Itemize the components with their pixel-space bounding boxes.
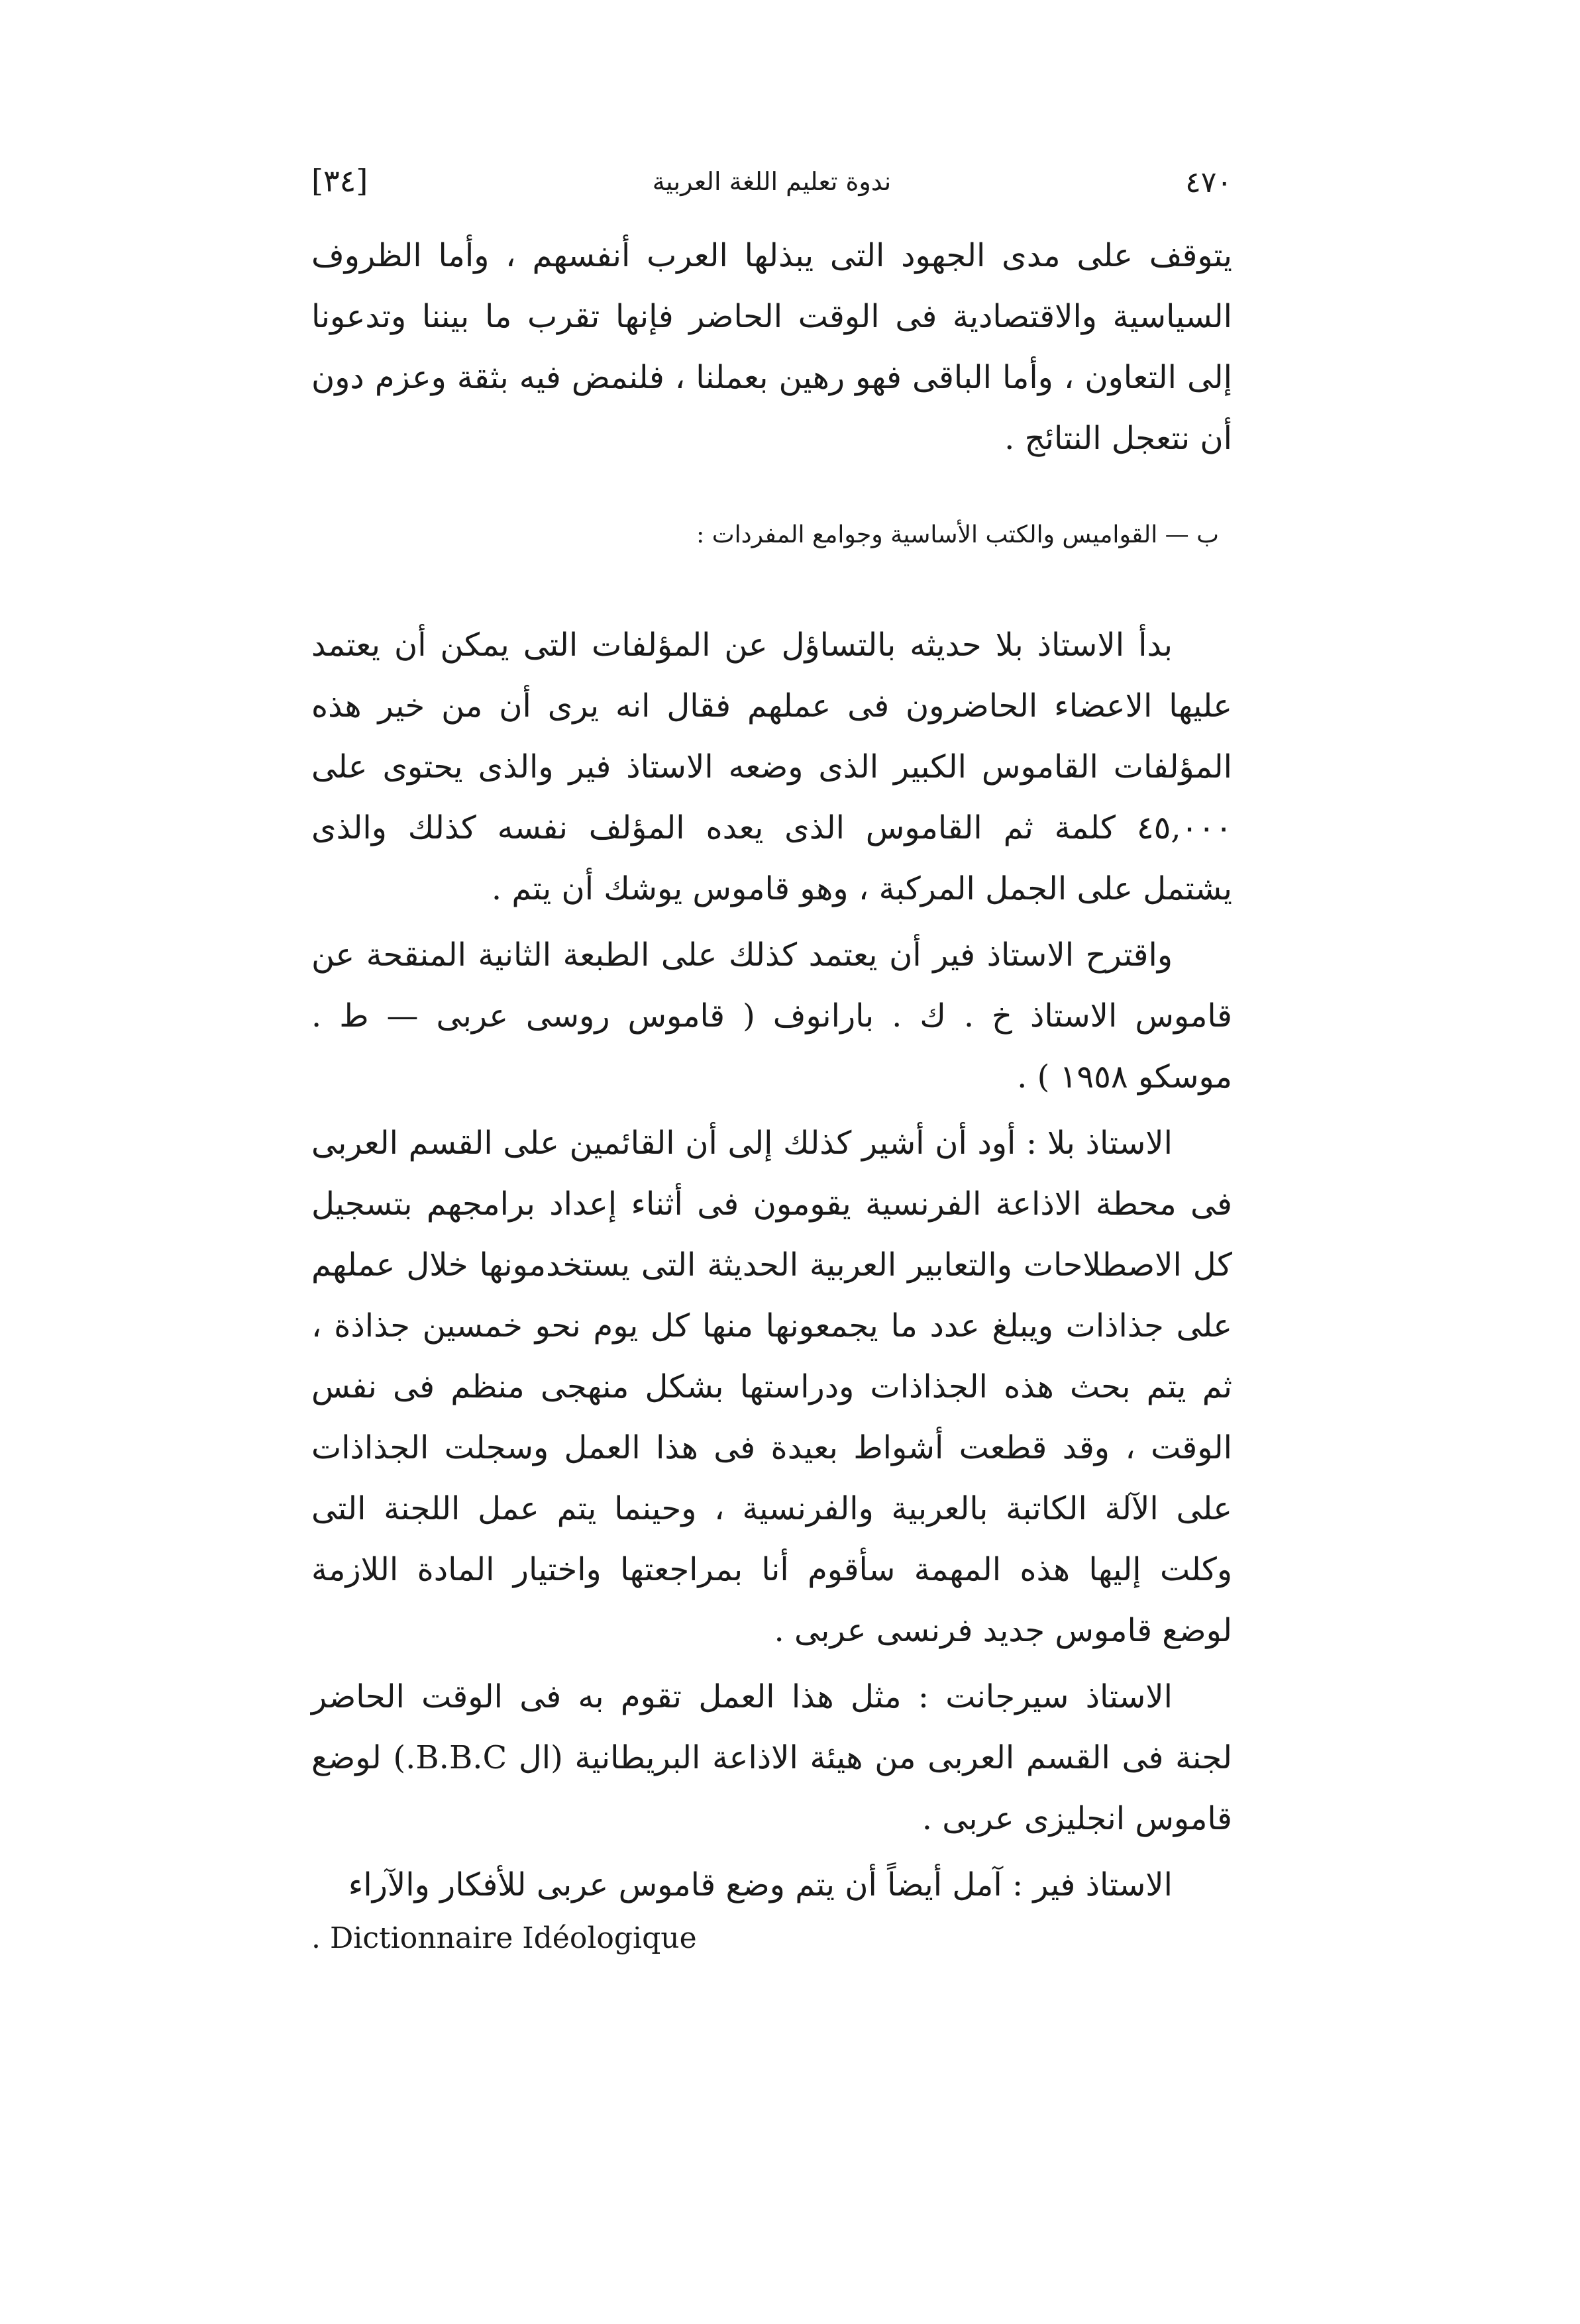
running-title: ندوة تعليم اللغة العربية xyxy=(652,167,892,196)
document-page xyxy=(311,159,1232,1962)
section-number: [٣٤] xyxy=(311,163,368,199)
running-head xyxy=(311,159,1232,212)
paragraph-serjeant-bbc: الاستاذ سيرجانت : مثل هذا العمل تقوم به فى الوقت الحاضر لجنة فى القسم العربى من هيئة الاذاعة البريطانية (ال B.B.C.) لوضع قاموس انجليزى عربى . xyxy=(311,1678,1233,1837)
paragraph-continuation: يتوقف على مدى الجهود التى يبذلها العرب أنفسهم ، وأما الظروف السياسية والاقتصادية فى الوقت الحاضر فإنها تقرب ما بيننا وتدعونا إلى التعاون ، وأما الباقى فهو رهين بعملنا ، فلنمض فيه بثقة وعزم دون أن نتعجل النتائج . xyxy=(311,237,1232,457)
section-heading: ب — القواميس والكتب الأساسية وجوامع المفردات : xyxy=(696,521,1219,548)
paragraph-bla-dictionaries: بدأ الاستاذ بلا حديثه بالتساؤل عن المؤلفات التى يمكن أن يعتمد عليها الاعضاء الحاضرون فى عملهم فقال انه يرى أن من خير هذه المؤلفات القاموس الكبير الذى وضعه الاستاذ فير والذى يحتوى على ٤٥,٠٠٠ كلمة ثم القاموس الذى يعده المؤلف نفسه كذلك والذى يشتمل على الجمل المركبة ، وهو قاموس يوشك أن يتم . xyxy=(311,627,1232,907)
paragraph-bla-french-radio: الاستاذ بلا : أود أن أشير كذلك إلى أن القائمين على القسم العربى فى محطة الاذاعة الفرنسية يقومون فى أثناء إعداد برامجهم بتسجيل كل الاصطلاحات والتعابير العربية الحديثة التى يستخدمونها خلال عملهم على جذاذات ويبلغ عدد ما يجمعونها منها كل يوم نحو خمسين جذاذة ، ثم يتم بحث هذه الجذاذات ودراستها بشكل منهجى منظم فى نفس الوقت ، وقد قطعت أشواط بعيدة فى هذا العمل وسجلت الجذاذات على الآلة الكاتبة بالعربية والفرنسية ، وحينما يتم عمل اللجنة التى وكلت إليها هذه المهمة سأقوم أنا بمراجعتها واختيار المادة اللازمة لوضع قاموس جديد فرنسى عربى . xyxy=(311,1125,1232,1649)
paragraph-wehr-ideological: الاستاذ فير : آمل أيضاً أن يتم وضع قاموس عربى للأفكار والآراء xyxy=(348,1866,1173,1903)
page-number: ٤٧٠ xyxy=(1185,166,1232,199)
paragraph-wehr-proposal: واقترح الاستاذ فير أن يعتمد كذلك على الطبعة الثانية المنقحة عن قاموس الاستاذ خ . ك . بارانوف ( قاموس روسى عربى — ط . موسكو ١٩٥٨ ) . xyxy=(311,936,1232,1095)
paragraph-wehr-ideological-latin: . Dictionnaire Idéologique xyxy=(311,1921,697,1955)
